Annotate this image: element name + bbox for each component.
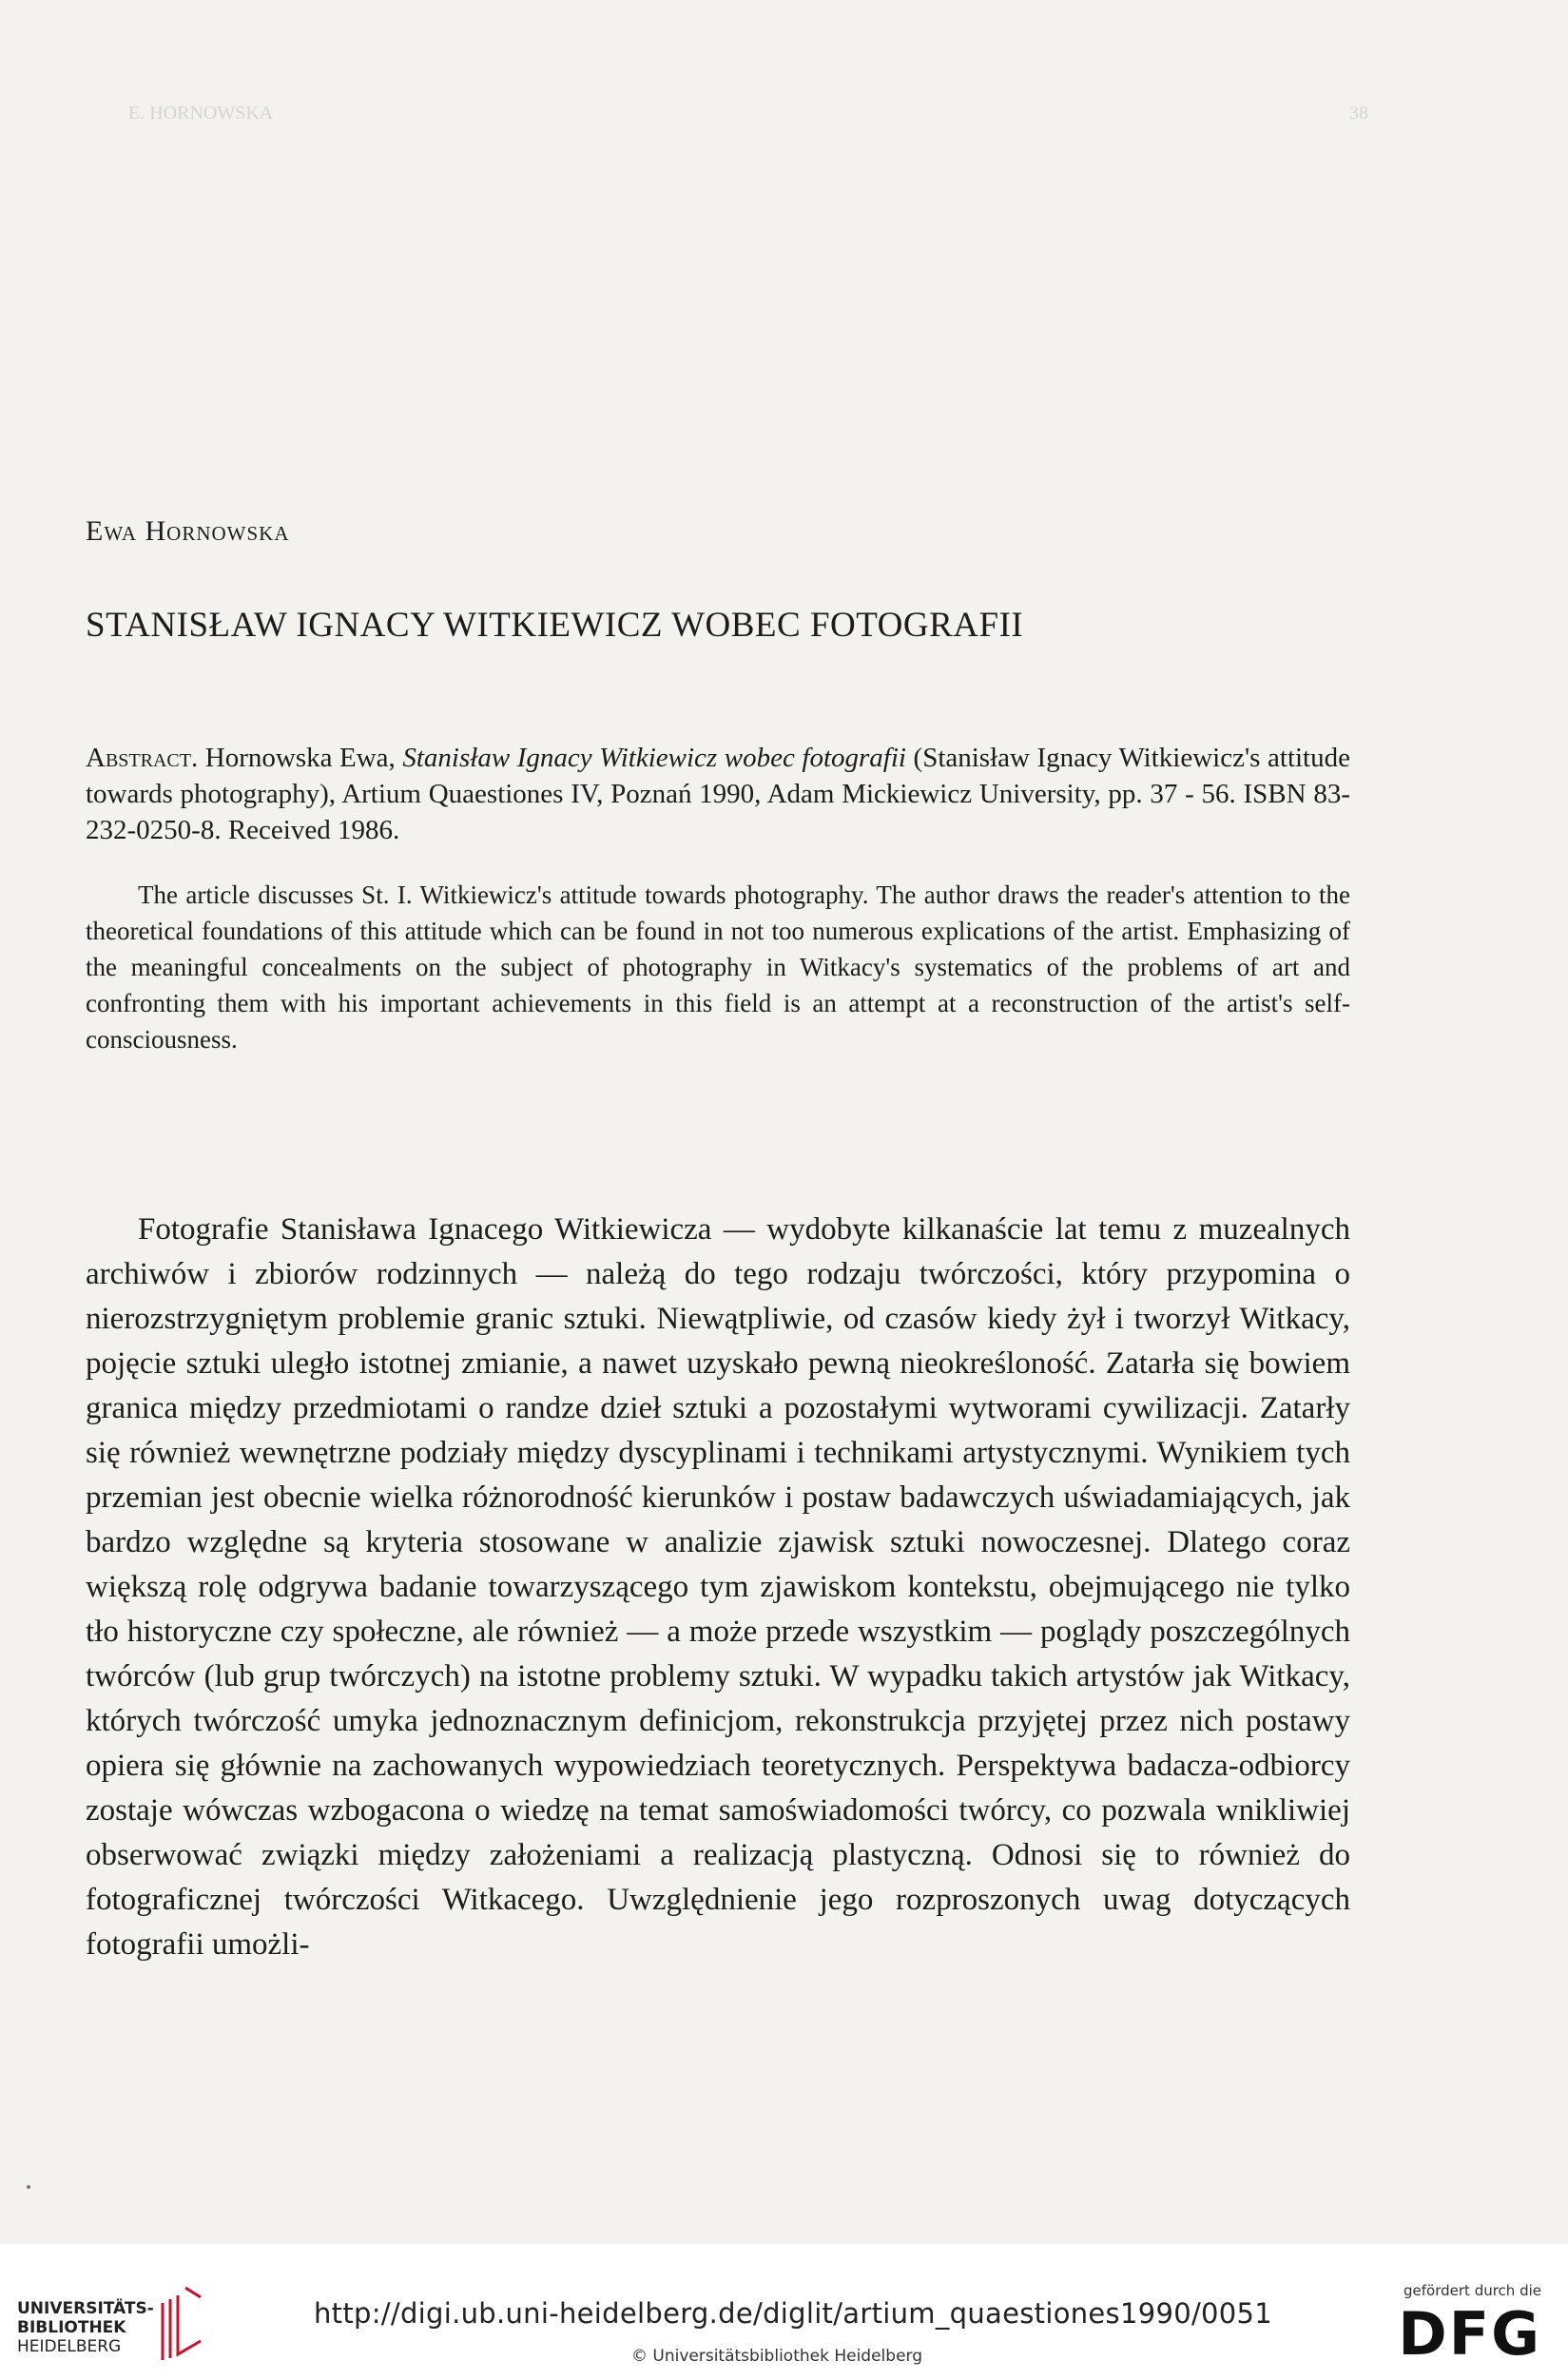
permalink-url[interactable]: http://digi.ub.uni-heidelberg.de/diglit/artium_quaestiones1990/0051	[314, 2297, 1273, 2330]
copyright-notice: © Universitätsbibliothek Heidelberg	[631, 2347, 923, 2366]
digitization-footer	[0, 2244, 1568, 2380]
abstract-title: Stanisław Ignacy Witkiewicz wobec fotografii	[402, 743, 906, 773]
page-number: 38	[1349, 103, 1368, 124]
library-line-3: HEIDELBERG	[17, 2337, 122, 2356]
article-title: STANISŁAW IGNACY WITKIEWICZ WOBEC FOTOGRAFII	[86, 606, 1024, 645]
body-paragraph: Fotografie Stanisława Ignacego Witkiewicza — wydobyte kilkanaście lat temu z muzealnych archiwów i zbiorów rodzinnych — należą do tego rodzaju twórczości, który przypomina o nierozstrzygniętym problemie granic sztuki. Niewątpliwie, od czasów kiedy żył i tworzył Witkacy, pojęcie sztuki uległo istotnej zmianie, a nawet uzyskało pewną nieokreśloność. Zatarła się bowiem granica między przedmiotami o randze dzieł sztuki a pozostałymi wytworami cywilizacji. Zatarły się również wewnętrzne podziały między dyscyplinami i technikami artystycznymi. Wynikiem tych przemian jest obecnie wielka różnorodność kierunków i postaw badawczych uświadamiających, jak bardzo względne są kryteria stosowane w analizie zjawisk sztuki nowoczesnej. Dlatego coraz większą rolę odgrywa badanie towarzyszącego tym zjawiskom kontekstu, obejmującego nie tylko tło historyczne czy społeczne, ale również — a może przede wszystkim — poglądy poszczególnych twórców (lub grup twórczych) na istotne problemy sztuki. W wypadku takich artystów jak Witkacy, których twórczość umyka jednoznacznym definicjom, rekonstrukcja przyjętej przez nich postawy opiera się głównie na zachowanych wypowiedziach teoretycznych. Perspektywa badacza-odbiorcy zostaje wówczas wzbogacona o wiedzę na temat samoświadomości twórcy, co pozwala wnikliwiej obserwować związki między założeniami a realizacją plastyczną. Odnosi się to również do fotograficznej twórczości Witkacego. Uwzględnienie jego rozproszonych uwag dotyczących fotografii umożli-	[86, 1212, 1350, 1962]
abstract-label: Abstract.	[86, 743, 199, 773]
running-head: E. HORNOWSKA	[128, 103, 274, 124]
dfg-logo: DFG	[1398, 2299, 1541, 2369]
abstract-author: Hornowska Ewa,	[198, 743, 403, 773]
scan-speck	[27, 2185, 30, 2189]
funding-label: gefördert durch die	[1403, 2282, 1541, 2299]
library-line-2: BIBLIOTHEK	[17, 2318, 126, 2337]
library-line-1: UNIVERSITÄTS-	[17, 2299, 154, 2318]
abstract-details: (Stanisław Ignacy Witkiewicz's attitude towards photography), Artium Quaestiones IV, Poznań 1990, Adam Mickiewicz University, pp. 37 - 56. ISBN 83-232-0250-8. Received 1986.	[86, 743, 1350, 845]
library-logo-icon	[157, 2284, 203, 2364]
english-summary: The article discusses St. I. Witkiewicz's attitude towards photography. The author draws the reader's attention to the theoretical foundations of this attitude which can be found in not too numerous explications of the artist. Emphasizing of the meaningful concealments on the subject of photography in Witkacy's systematics of the problems of art and confronting them with his important achievements in this field is an attempt at a reconstruction of the artist's self-consciousness.	[86, 880, 1350, 1054]
library-logo-text	[17, 2299, 154, 2356]
abstract-citation	[86, 740, 1350, 848]
author-name: Ewa Hornowska	[86, 515, 290, 547]
